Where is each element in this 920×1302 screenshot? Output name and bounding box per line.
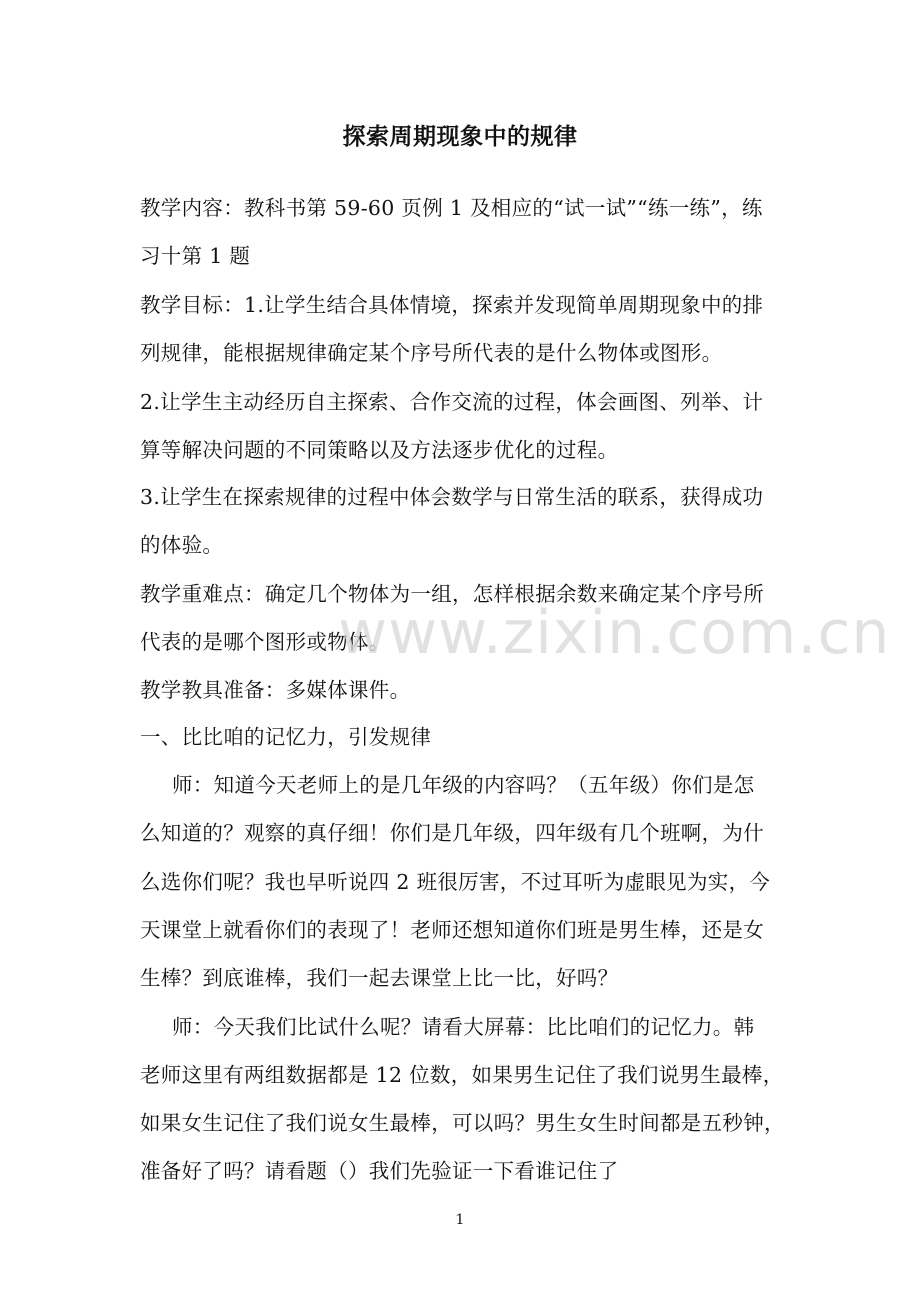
paragraph-line: 教学目标：1.让学生结合具体情境，探索并发现简单周期现象中的排 <box>140 293 764 317</box>
paragraph-line: 教学内容：教科书第 59-60 页例 1 及相应的“试一试”“练一练”，练 <box>140 196 763 220</box>
section-heading: 一、比比咱的记忆力，引发规律 <box>140 725 432 749</box>
paragraph-line: 生棒？到底谁棒，我们一起去课堂上比一比，好吗？ <box>140 966 619 990</box>
paragraph-line: 代表的是哪个图形或物体。 <box>140 630 390 654</box>
page-number: 1 <box>455 1212 465 1228</box>
paragraph-line: 3.让学生在探索规律的过程中体会数学与日常生活的联系，获得成功 <box>140 485 764 509</box>
document-title: 探索周期现象中的规律 <box>342 124 578 150</box>
paragraph-line: 师：今天我们比试什么呢？请看大屏幕：比比咱们的记忆力。韩 <box>172 1015 755 1039</box>
paragraph-line: 算等解决问题的不同策略以及方法逐步优化的过程。 <box>140 438 619 462</box>
paragraph-line: 教学教具准备：多媒体课件。 <box>140 678 411 702</box>
paragraph-line: 教学重难点：确定几个物体为一组，怎样根据余数来确定某个序号所 <box>140 582 764 606</box>
paragraph-line: 老师这里有两组数据都是 12 位数，如果男生记住了我们说男生最棒， <box>140 1063 784 1087</box>
paragraph-line: 2.让学生主动经历自主探索、合作交流的过程，体会画图、列举、计 <box>140 390 764 414</box>
paragraph-line: 天课堂上就看你们的表现了！老师还想知道你们班是男生棒，还是女 <box>140 918 764 942</box>
paragraph-line: 么知道的？观察的真仔细！你们是几年级，四年级有几个班啊，为什 <box>140 821 764 845</box>
paragraph-line: 师：知道今天老师上的是几年级的内容吗？（五年级）你们是怎 <box>172 773 755 797</box>
paragraph-line: 的体验。 <box>140 533 224 557</box>
paragraph-line: 么选你们呢？我也早听说四 2 班很厉害，不过耳听为虚眼见为实，今 <box>140 870 771 894</box>
paragraph-line: 习十第 1 题 <box>140 244 251 268</box>
watermark: www.zixin.com.cn <box>338 598 891 668</box>
paragraph-line: 如果女生记住了我们说女生最棒，可以吗？男生女生时间都是五秒钟， <box>140 1111 785 1135</box>
paragraph-line: 列规律，能根据规律确定某个序号所代表的是什么物体或图形。 <box>140 341 723 365</box>
paragraph-line: 准备好了吗？请看题（）我们先验证一下看谁记住了 <box>140 1159 619 1183</box>
